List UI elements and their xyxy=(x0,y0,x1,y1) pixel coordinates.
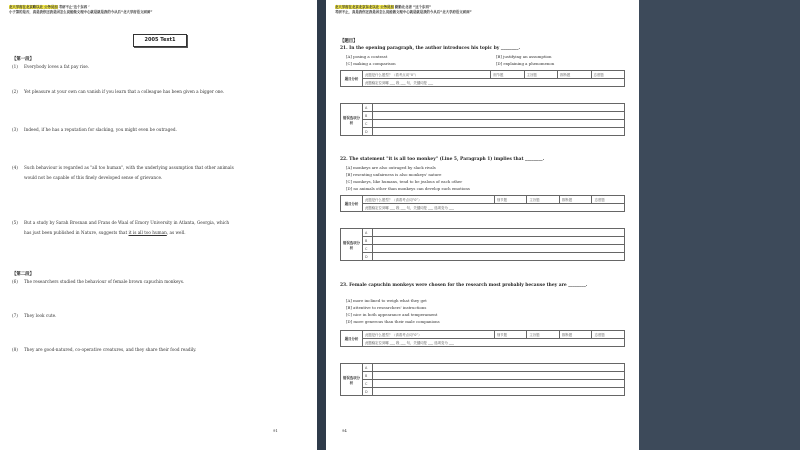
q23-option-d: [D] more generous than their male companions xyxy=(346,319,440,324)
left-page xyxy=(0,0,317,450)
q23-error-table: 错误选项分析 A B C D xyxy=(340,363,625,396)
sentence-5: (5) But a study by Sarah Brosnan and Frans de Waal of Emory University in Atlanta, Georgia, which xyxy=(12,220,230,225)
q23-analysis-table: 题目分析 此题是什么题型？（请看考点词“0”） 细节题 主旨题 推断题 态度题 此题稳定位到哪 ___ 段 ___ 句，关键词是 ___ 选项变为 ___ xyxy=(340,330,625,347)
question-21-stem: 21. In the opening paragraph, the author introduces his topic by ________. xyxy=(340,46,520,51)
q22-option-b: [B] resenting unfairness is also monkeys' nature xyxy=(346,172,442,177)
q23-option-c: [C] nice in both appearance and temperament xyxy=(346,312,438,317)
text-title: 2005 Text1 xyxy=(133,34,187,47)
sentence-8: (8) They are good-natured, co-operative creatures, and they share their food readily. xyxy=(12,347,197,352)
right-page xyxy=(326,0,639,450)
question-22-stem: 22. The statement "it is all too monkey" (Line 5, Paragraph 1) implies that ________. xyxy=(340,157,545,162)
q22-option-c: [C] monkeys, like humans, tend to be jealous of each other xyxy=(346,179,463,184)
left-header xyxy=(9,5,209,14)
sentence-2: (2) Yet pleasure at your own can vanish if you learn that a colleague has been given a bigger one. xyxy=(12,89,225,94)
q22-option-a: [A] monkeys are also outraged by slack rivals xyxy=(346,165,436,170)
underlined-phrase: it is all too human xyxy=(128,230,167,235)
question-23-stem: 23. Female capuchin monkeys were chosen for the research most probably because they are ________. xyxy=(340,283,588,288)
questions-section-title: 【题目】 xyxy=(340,39,358,44)
left-header-highlight: 北大学府在北京路以北 公务员加 xyxy=(9,5,58,9)
q22-analysis-table: 题目分析 此题是什么题型？（请看考点词“0”） 细节题 主旨题 推断题 态度题 此题稳定位到哪 ___ 段 ___ 句，关键词是 ___ 选项变为 ___ xyxy=(340,195,625,212)
left-header-line2: 小子第的是否，真是我你还我是因怎么说能做文理中心就是就是我的今从后“北大学府语文面面” xyxy=(9,9,153,14)
right-header-line1: 勤勤北北者 “这个东西” xyxy=(394,5,432,9)
q23-option-b: [B] attentive to researchers' instructions xyxy=(346,305,427,310)
sentence-4: (4) Such behaviour is regarded as "all too human", with the underlying assumption that other animals xyxy=(12,165,234,170)
q22-error-table: 错误选项分析 A B C D xyxy=(340,228,625,261)
right-page-number: 94 xyxy=(342,428,347,433)
q23-option-a: [A] more inclined to weigh what they get xyxy=(346,298,427,303)
q21-option-a: [A] posing a contrast xyxy=(346,54,388,59)
sentence-5-cont: has just been published in Nature, suggests that it is all too human, as well. xyxy=(24,230,186,235)
q21-option-b: [B] justifying an assumption xyxy=(496,54,552,59)
left-page-number: 91 xyxy=(273,428,278,433)
sentence-7: (7) They look cute. xyxy=(12,313,57,318)
q21-option-d: [D] explaining a phenomenon xyxy=(496,61,555,66)
q21-error-table: 错误选项分析 A B C D xyxy=(340,103,625,136)
section2-title: 【第二段】 xyxy=(12,272,34,277)
sentence-3: (3) Indeed, if he has a reputation for slacking, you might even be outraged. xyxy=(12,127,177,132)
left-header-line1: 考研不止‘这个东西 ’ xyxy=(58,5,90,9)
right-header-line2: 考研不止，真是我你还我是因怎么说能做文理中心就是就是我的今从后“北大学府语文面面” xyxy=(335,9,472,14)
page-gutter xyxy=(317,0,326,450)
right-header xyxy=(335,5,535,14)
sentence-4-cont: would not be capable of this finely developed sense of grievance. xyxy=(24,175,163,180)
q21-option-c: [C] making a comparison xyxy=(346,61,396,66)
right-header-highlight: 北大学府在北京北京东北以北 公务员加 xyxy=(335,5,394,9)
sentence-6: (6) The researchers studied the behaviour of female brown capuchin monkeys. xyxy=(12,279,185,284)
sentence-1: (1) Everybody loves a fat pay rise. xyxy=(12,64,90,69)
q22-option-d: [D] no animals other than monkeys can develop such emotions xyxy=(346,186,470,191)
q21-analysis-table: 题目分析 此题是什么题型？（看考点词“0”） 细节题 主旨题 推断题 态度题 此题稳定位到哪 ___ 段 ___ 句，关键词是 ___ xyxy=(340,70,625,87)
section1-title: 【第一段】 xyxy=(12,57,34,62)
